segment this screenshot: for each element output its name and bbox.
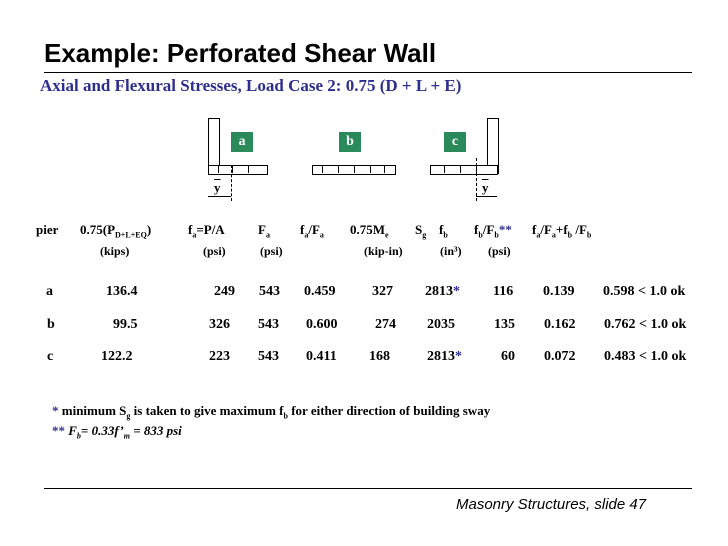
cell-Fa: 543 — [258, 349, 279, 364]
cell-fa: 223 — [209, 349, 230, 364]
unit-kip-in: (kip-in) — [364, 244, 403, 258]
cell-fa: 326 — [209, 317, 230, 332]
cell-Fa: 543 — [259, 284, 280, 299]
header-fb-Fb: $f_b/F_b**$ — [474, 222, 512, 240]
cell-sg: 2813* — [425, 284, 460, 299]
header-moment: $0.75M_e$ — [350, 222, 389, 240]
cell-moment: 168 — [369, 349, 390, 364]
unit-psi-fb: (psi) — [488, 244, 511, 258]
footnote-sg: * minimum $S_g$ is taken to give maximum $f_b$ for either direction of building sway — [52, 403, 491, 421]
cell-sum: 0.598 < 1.0 ok — [603, 284, 686, 299]
cell-axial: 99.5 — [113, 317, 138, 332]
cell-axial: 122.2 — [101, 349, 133, 364]
cell-Fa: 543 — [258, 317, 279, 332]
cell-pier: a — [46, 284, 53, 299]
header-fb: $f_b$ — [439, 222, 448, 240]
cell-ratio-a: 0.459 — [304, 284, 336, 299]
cell-moment: 274 — [375, 317, 396, 332]
unit-kips: (kips) — [100, 244, 130, 258]
cell-ratio-a: 0.411 — [306, 349, 337, 364]
title-rule — [44, 72, 692, 73]
unit-in3: (in³) — [440, 244, 462, 258]
cell-fb: 135 — [494, 317, 515, 332]
cell-pier: b — [47, 317, 55, 332]
subtitle: Axial and Flexural Stresses, Load Case 2: 0.75 (D + L + E) — [40, 76, 462, 95]
header-pier: pier — [36, 222, 59, 237]
cell-pier: c — [47, 349, 54, 364]
header-fa: $f_a=P/A$ — [188, 222, 225, 240]
unit-psi-Fa: (psi) — [260, 244, 283, 258]
cell-axial: 136.4 — [106, 284, 138, 299]
pier-c-ybar: $\overline{y}$ — [482, 180, 489, 195]
page-title: Example: Perforated Shear Wall — [44, 38, 437, 68]
header-Fa: $F_a$ — [258, 222, 270, 240]
pier-a-ybar: $\overline{y}$ — [214, 180, 221, 195]
cell-fb: 60 — [501, 349, 515, 364]
pier-a-label: a — [231, 132, 253, 152]
cell-ratio-b: 0.162 — [544, 317, 576, 332]
pier-c-web — [430, 165, 498, 175]
pier-c-label: c — [444, 132, 466, 152]
cell-ratio-b: 0.139 — [543, 284, 575, 299]
header-fa-Fa: $f_a/F_a$ — [300, 222, 324, 240]
cell-moment: 327 — [372, 284, 393, 299]
header-interaction: $f_a/F_a+f_b$ $/F_b$ — [532, 222, 592, 240]
cell-fa: 249 — [214, 284, 235, 299]
cell-sg: 2813* — [427, 349, 462, 364]
footnote-Fb: ** $F_b=$ $0.33f’_m = 833$ psi — [52, 423, 182, 441]
cell-ratio-b: 0.072 — [544, 349, 576, 364]
cell-sum: 0.483 < 1.0 ok — [604, 349, 687, 364]
cell-sg: 2035 — [427, 317, 455, 332]
footer-slide-label: Masonry Structures, slide 47 — [456, 496, 647, 513]
cell-ratio-a: 0.600 — [306, 317, 338, 332]
header-Sg: $S_g$ — [415, 222, 427, 240]
footer-rule — [44, 488, 692, 489]
unit-psi-fa: (psi) — [203, 244, 226, 258]
header-axial-load: $0.75(P_{D+L+EQ})$ — [80, 222, 152, 240]
pier-b-label: b — [339, 132, 361, 152]
pier-a-web — [208, 165, 268, 175]
cell-sum: 0.762 < 1.0 ok — [604, 317, 687, 332]
cell-fb: 116 — [493, 284, 514, 299]
